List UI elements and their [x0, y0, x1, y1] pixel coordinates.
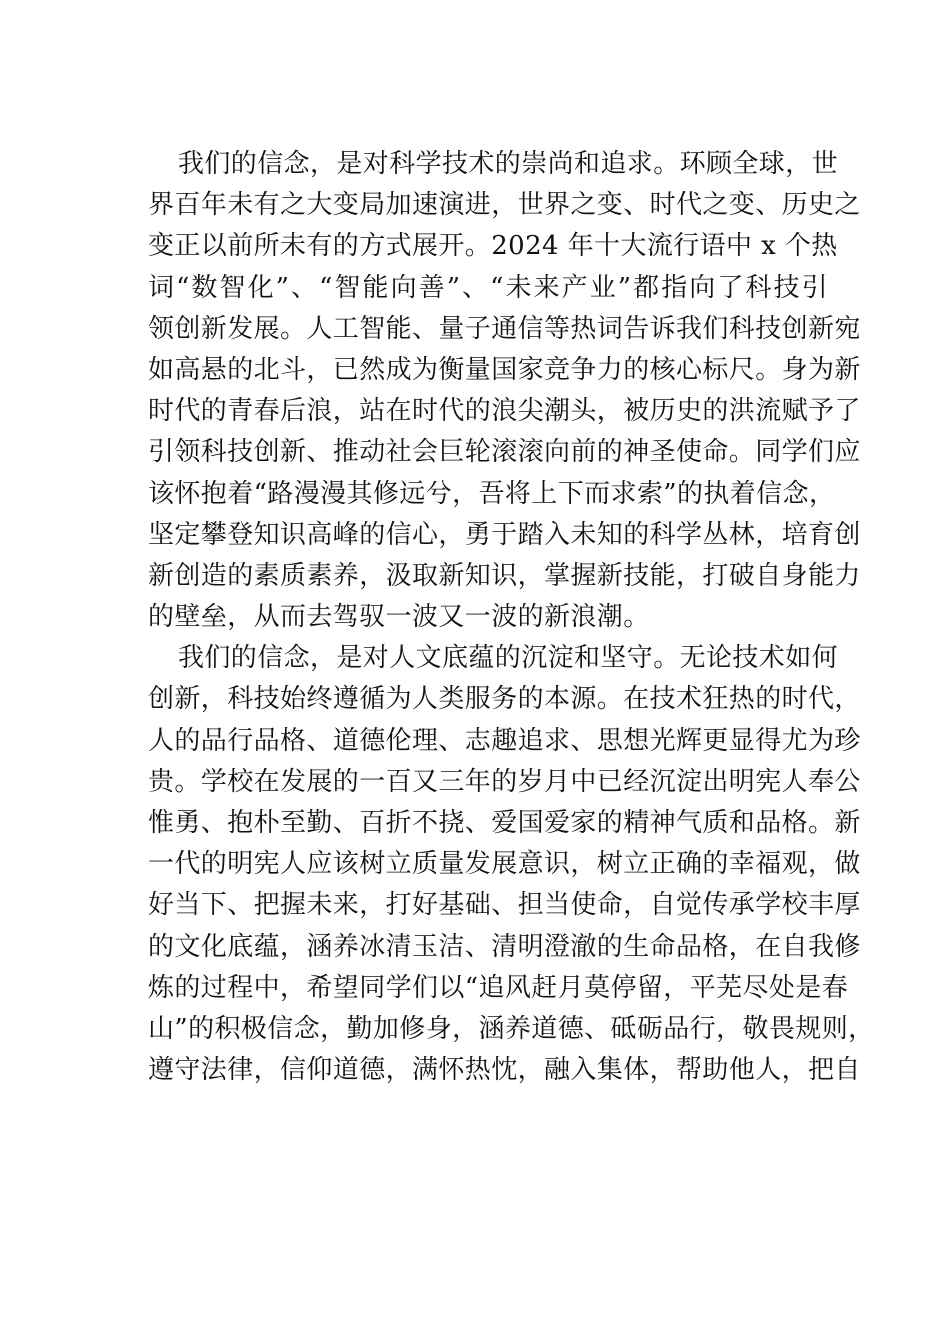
- paragraph-2-line-11: 遵守法律，信仰道德，满怀热忱，融入集体，帮助他人，把自: [148, 1055, 861, 1086]
- paragraph-1-line-4: 词“数智化”、“智能向善”、“未来产业”都指向了科技引: [148, 272, 828, 303]
- paragraph-1-line-12: 的壁垒，从而去驾驭一波又一波的新浪潮。: [148, 602, 650, 633]
- paragraph-1-line-7: 时代的青春后浪，站在时代的浪尖潮头，被历史的洪流赋予了: [148, 396, 861, 427]
- paragraph-2-line-1: 我们的信念，是对人文底蕴的沉淀和坚守。无论技术如何: [178, 643, 839, 674]
- paragraph-2-line-9: 炼的过程中，希望同学们以“追风赶月莫停留，平芜尽处是春: [148, 972, 849, 1003]
- paragraph-2-line-4: 贵。学校在发展的一百又三年的岁月中已经沉淀出明宪人奉公: [148, 766, 861, 797]
- paragraph-1-line-11: 新创造的素质素养，汲取新知识，掌握新技能，打破自身能力: [148, 560, 861, 591]
- paragraph-2-line-8: 的文化底蕴，涵养冰清玉洁、清明澄澈的生命品格，在自我修: [148, 931, 861, 962]
- paragraph-1-line-1: 我们的信念，是对科学技术的崇尚和追求。环顾全球，世: [178, 149, 839, 179]
- paragraph-1-line-8: 引领科技创新、推动社会巨轮滚滚向前的神圣使命。同学们应: [148, 437, 861, 468]
- paragraph-2-line-10: 山”的积极信念，勤加修身，涵养道德、砥砺品行，敬畏规则，: [148, 1013, 875, 1044]
- paragraph-1-line-6: 如高悬的北斗，已然成为衡量国家竞争力的核心标尺。身为新: [148, 354, 861, 385]
- paragraph-1-line-5: 领创新发展。人工智能、量子通信等热词告诉我们科技创新宛: [148, 313, 861, 344]
- paragraph-2-line-3: 人的品行品格、道德伦理、志趣追求、思想光辉更显得尤为珍: [148, 725, 861, 756]
- paragraph-1-line-9: 该怀抱着“路漫漫其修远兮，吾将上下而求索”的执着信念，: [148, 478, 836, 509]
- paragraph-2-line-7: 好当下、把握未来，打好基础、担当使命，自觉传承学校丰厚: [148, 890, 861, 921]
- paragraph-1-line-2: 界百年未有之大变局加速演进，世界之变、时代之变、历史之: [148, 190, 861, 221]
- paragraph-2-line-5: 惟勇、抱朴至勤、百折不挠、爱国爱家的精神气质和品格。新: [148, 808, 861, 838]
- body-text: [148, 144, 875, 1091]
- paragraph-2-line-6: 一代的明宪人应该树立质量发展意识，树立正确的幸福观，做: [148, 849, 861, 880]
- paragraph-1-line-3: 变正以前所未有的方式展开。2024 年十大流行语中 x 个热: [148, 231, 838, 262]
- paragraph-1-line-10: 坚定攀登知识高峰的信心，勇于踏入未知的科学丛林，培育创: [148, 519, 861, 550]
- paragraph-2-line-2: 创新，科技始终遵循为人类服务的本源。在技术狂热的时代，: [148, 684, 861, 715]
